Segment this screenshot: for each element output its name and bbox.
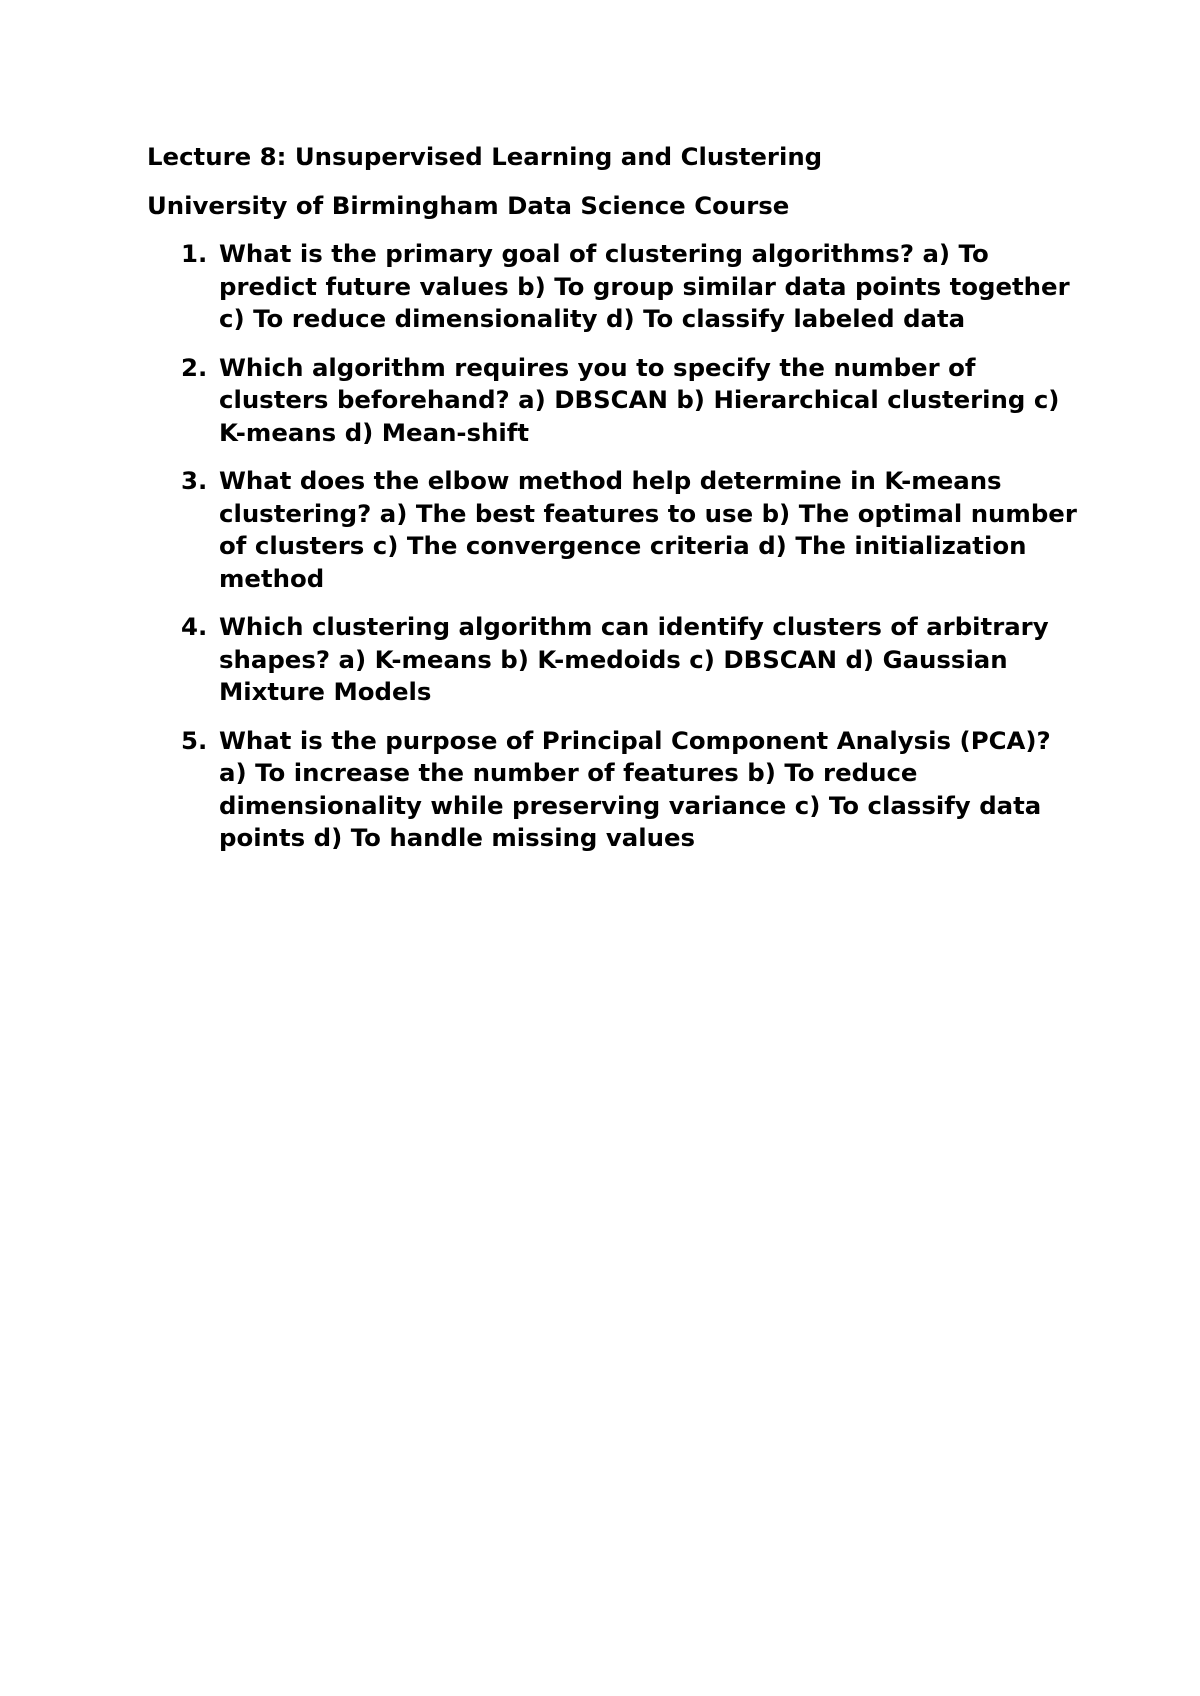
question-text: What is the purpose of Principal Component Analysis (PCA)? a) To increase the number of features b) To reduce dimensionality while preserving variance c) To classify data points d) To handle missing values bbox=[219, 725, 1051, 852]
question-item bbox=[147, 465, 1077, 595]
question-number: 5. bbox=[181, 725, 208, 755]
question-number: 2. bbox=[181, 352, 208, 382]
document-title: Lecture 8: Unsupervised Learning and Clustering bbox=[147, 142, 823, 171]
question-item bbox=[147, 238, 1077, 336]
document-body bbox=[147, 141, 1077, 871]
document-subtitle: University of Birmingham Data Science Course bbox=[147, 190, 790, 220]
question-number: 1. bbox=[181, 239, 208, 268]
question-text: Which algorithm requires you to specify the number of clusters beforehand? a) DBSCAN b) Hierarchical clustering c) K-means d) Mean-shift bbox=[219, 352, 1060, 447]
question-item bbox=[147, 611, 1077, 709]
question-text: What does the elbow method help determine in K-means clustering? a) The best features to use b) The optimal number of clusters c) The convergence criteria d) The initialization method bbox=[219, 466, 1077, 593]
question-number: 4. bbox=[181, 612, 208, 641]
question-number: 3. bbox=[181, 466, 208, 495]
question-text: What is the primary goal of clustering algorithms? a) To predict future values b) To group similar data points together c) To reduce dimensionality d) To classify labeled data bbox=[219, 239, 1070, 333]
question-item bbox=[147, 725, 1077, 855]
question-item bbox=[147, 352, 1077, 450]
question-text: Which clustering algorithm can identify clusters of arbitrary shapes? a) K-means b) K-medoids c) DBSCAN d) Gaussian Mixture Models bbox=[219, 612, 1049, 706]
question-list bbox=[147, 238, 1077, 855]
